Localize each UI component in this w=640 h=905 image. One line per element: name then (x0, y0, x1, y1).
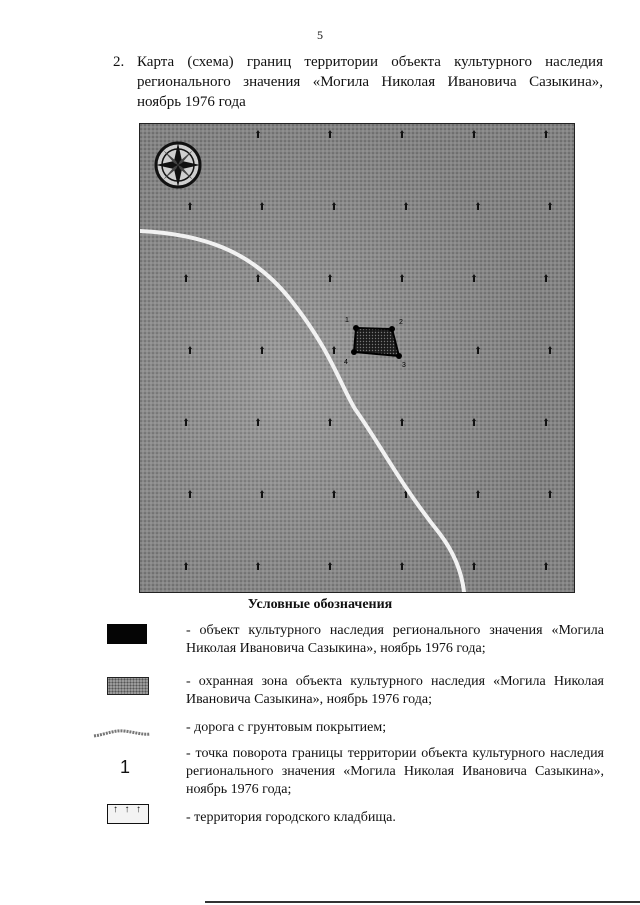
zone-icon (107, 677, 149, 695)
compass-rose-icon (156, 143, 200, 187)
boundary-point-label: 2 (399, 319, 403, 326)
legend-text-cemetery: - территория городского кладбища. (186, 810, 396, 825)
heading-text: Карта (схема) границ территории объекта культурного наследия регионального значения «Могила Николая Ивановича Сазыкина», ноябрь 1976 года (137, 54, 603, 110)
cemetery-icon: ↑ ↑ ↑ (107, 804, 149, 824)
boundary-map (139, 123, 575, 593)
map-canvas (140, 124, 574, 592)
legend-text-point: - точка поворота границы территории объекта культурного наследия регионального значения «Могила Николая Ивановича Сазыкина», ноябрь 1976 года; (186, 746, 604, 797)
map-heading (113, 52, 603, 112)
legend-title: Условные обозначения (247, 597, 393, 612)
boundary-point-label: 4 (344, 359, 348, 366)
page-number: 5 (317, 28, 323, 42)
boundary-point-icon: 1 (119, 757, 130, 777)
page-bottom-rule (205, 901, 640, 903)
legend-text-zone: - охранная зона объекта культурного наследия «Могила Николая Ивановича Сазыкина», ноябрь 1976 года; (186, 674, 604, 707)
object-icon (107, 624, 147, 644)
legend-text-object: - объект культурного наследия регионального значения «Могила Николая Ивановича Сазыкина», ноябрь 1976 года; (186, 623, 604, 656)
heading-number: 2. (113, 54, 125, 70)
boundary-point-label: 1 (345, 317, 349, 324)
boundary-point-label: 3 (402, 362, 406, 369)
road-icon (92, 722, 152, 742)
legend-text-road: - дорога с грунтовым покрытием; (186, 720, 387, 735)
